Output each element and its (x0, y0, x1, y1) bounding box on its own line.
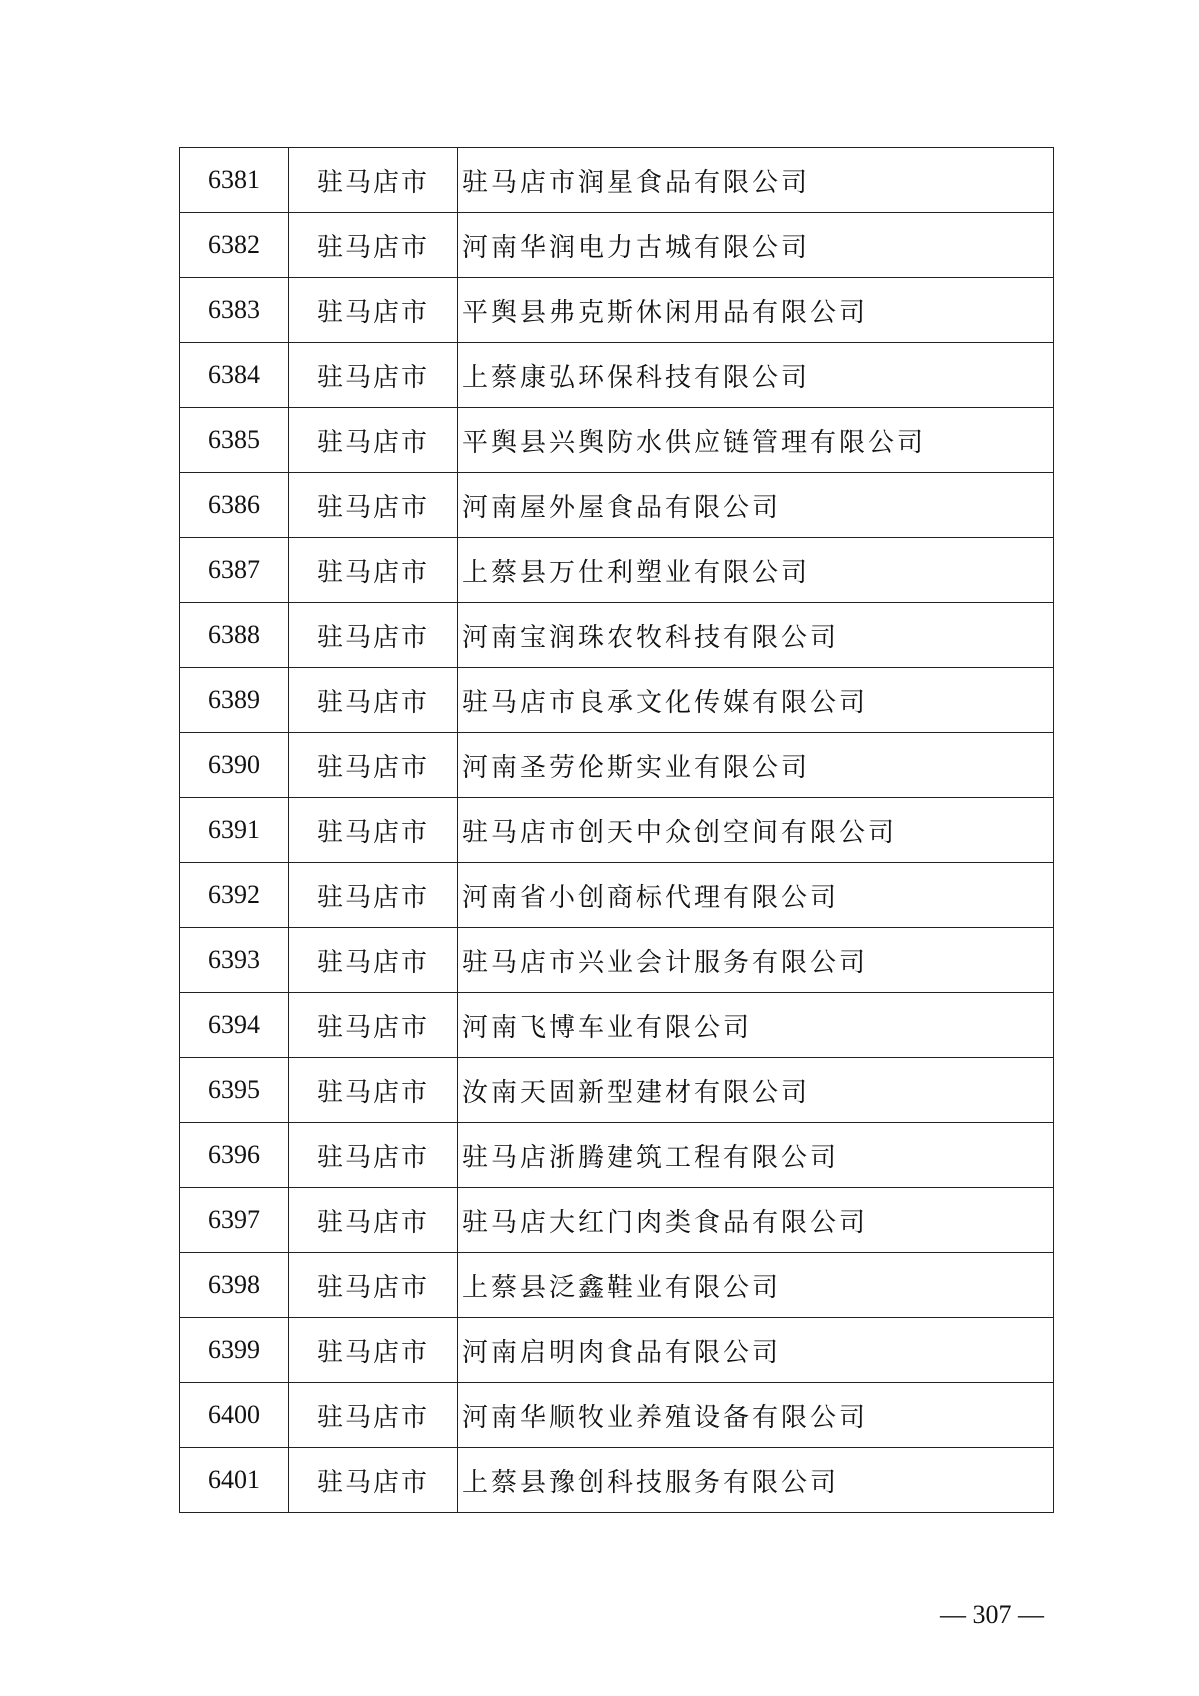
city-cell: 驻马店市 (289, 668, 458, 733)
city-cell: 驻马店市 (289, 1448, 458, 1513)
row-number-cell: 6389 (180, 668, 289, 733)
city-cell: 驻马店市 (289, 863, 458, 928)
page-number: — 307 — (940, 1600, 1044, 1629)
table-row (180, 798, 1054, 863)
table-row (180, 538, 1054, 603)
table-row (180, 1383, 1054, 1448)
company-name-cell: 汝南天固新型建材有限公司 (458, 1058, 1054, 1123)
row-number-cell: 6397 (180, 1188, 289, 1253)
company-name-cell: 驻马店市润星食品有限公司 (458, 148, 1054, 213)
company-name-cell: 河南启明肉食品有限公司 (458, 1318, 1054, 1383)
company-name-cell: 驻马店市良承文化传媒有限公司 (458, 668, 1054, 733)
table-row (180, 1058, 1054, 1123)
table-body (180, 148, 1054, 1513)
company-name-cell: 驻马店市兴业会计服务有限公司 (458, 928, 1054, 993)
city-cell: 驻马店市 (289, 148, 458, 213)
company-name-cell: 上蔡县万仕利塑业有限公司 (458, 538, 1054, 603)
table-row (180, 148, 1054, 213)
row-number-cell: 6396 (180, 1123, 289, 1188)
row-number-cell: 6401 (180, 1448, 289, 1513)
company-name-cell: 河南飞博车业有限公司 (458, 993, 1054, 1058)
row-number-cell: 6392 (180, 863, 289, 928)
city-cell: 驻马店市 (289, 1318, 458, 1383)
row-number-cell: 6385 (180, 408, 289, 473)
city-cell: 驻马店市 (289, 1123, 458, 1188)
city-cell: 驻马店市 (289, 473, 458, 538)
row-number-cell: 6393 (180, 928, 289, 993)
city-cell: 驻马店市 (289, 538, 458, 603)
table-row (180, 1253, 1054, 1318)
row-number-cell: 6387 (180, 538, 289, 603)
row-number-cell: 6395 (180, 1058, 289, 1123)
row-number-cell: 6388 (180, 603, 289, 668)
table-row (180, 1188, 1054, 1253)
city-cell: 驻马店市 (289, 993, 458, 1058)
company-name-cell: 平舆县弗克斯休闲用品有限公司 (458, 278, 1054, 343)
table-row (180, 603, 1054, 668)
city-cell: 驻马店市 (289, 213, 458, 278)
table-row (180, 993, 1054, 1058)
company-name-cell: 河南宝润珠农牧科技有限公司 (458, 603, 1054, 668)
company-name-cell: 驻马店浙腾建筑工程有限公司 (458, 1123, 1054, 1188)
company-name-cell: 河南华顺牧业养殖设备有限公司 (458, 1383, 1054, 1448)
company-name-cell: 河南屋外屋食品有限公司 (458, 473, 1054, 538)
city-cell: 驻马店市 (289, 798, 458, 863)
city-cell: 驻马店市 (289, 733, 458, 798)
row-number-cell: 6399 (180, 1318, 289, 1383)
city-cell: 驻马店市 (289, 343, 458, 408)
company-name-cell: 平舆县兴舆防水供应链管理有限公司 (458, 408, 1054, 473)
company-name-cell: 上蔡康弘环保科技有限公司 (458, 343, 1054, 408)
table-row (180, 1123, 1054, 1188)
row-number-cell: 6398 (180, 1253, 289, 1318)
table-row (180, 343, 1054, 408)
row-number-cell: 6391 (180, 798, 289, 863)
company-name-cell: 河南省小创商标代理有限公司 (458, 863, 1054, 928)
company-name-cell: 上蔡县豫创科技服务有限公司 (458, 1448, 1054, 1513)
company-list-table (179, 147, 1054, 1513)
city-cell: 驻马店市 (289, 1188, 458, 1253)
city-cell: 驻马店市 (289, 928, 458, 993)
table-row (180, 213, 1054, 278)
company-name-cell: 上蔡县泛鑫鞋业有限公司 (458, 1253, 1054, 1318)
row-number-cell: 6382 (180, 213, 289, 278)
company-name-cell: 河南圣劳伦斯实业有限公司 (458, 733, 1054, 798)
table-row (180, 1448, 1054, 1513)
row-number-cell: 6381 (180, 148, 289, 213)
table-row (180, 733, 1054, 798)
table-row (180, 928, 1054, 993)
city-cell: 驻马店市 (289, 278, 458, 343)
city-cell: 驻马店市 (289, 408, 458, 473)
city-cell: 驻马店市 (289, 1383, 458, 1448)
row-number-cell: 6394 (180, 993, 289, 1058)
city-cell: 驻马店市 (289, 603, 458, 668)
row-number-cell: 6383 (180, 278, 289, 343)
table-row (180, 473, 1054, 538)
table-row (180, 278, 1054, 343)
company-name-cell: 河南华润电力古城有限公司 (458, 213, 1054, 278)
row-number-cell: 6390 (180, 733, 289, 798)
row-number-cell: 6384 (180, 343, 289, 408)
table-row (180, 863, 1054, 928)
row-number-cell: 6386 (180, 473, 289, 538)
city-cell: 驻马店市 (289, 1253, 458, 1318)
table-row (180, 1318, 1054, 1383)
company-name-cell: 驻马店市创天中众创空间有限公司 (458, 798, 1054, 863)
table-row (180, 408, 1054, 473)
row-number-cell: 6400 (180, 1383, 289, 1448)
table-row (180, 668, 1054, 733)
company-name-cell: 驻马店大红门肉类食品有限公司 (458, 1188, 1054, 1253)
city-cell: 驻马店市 (289, 1058, 458, 1123)
